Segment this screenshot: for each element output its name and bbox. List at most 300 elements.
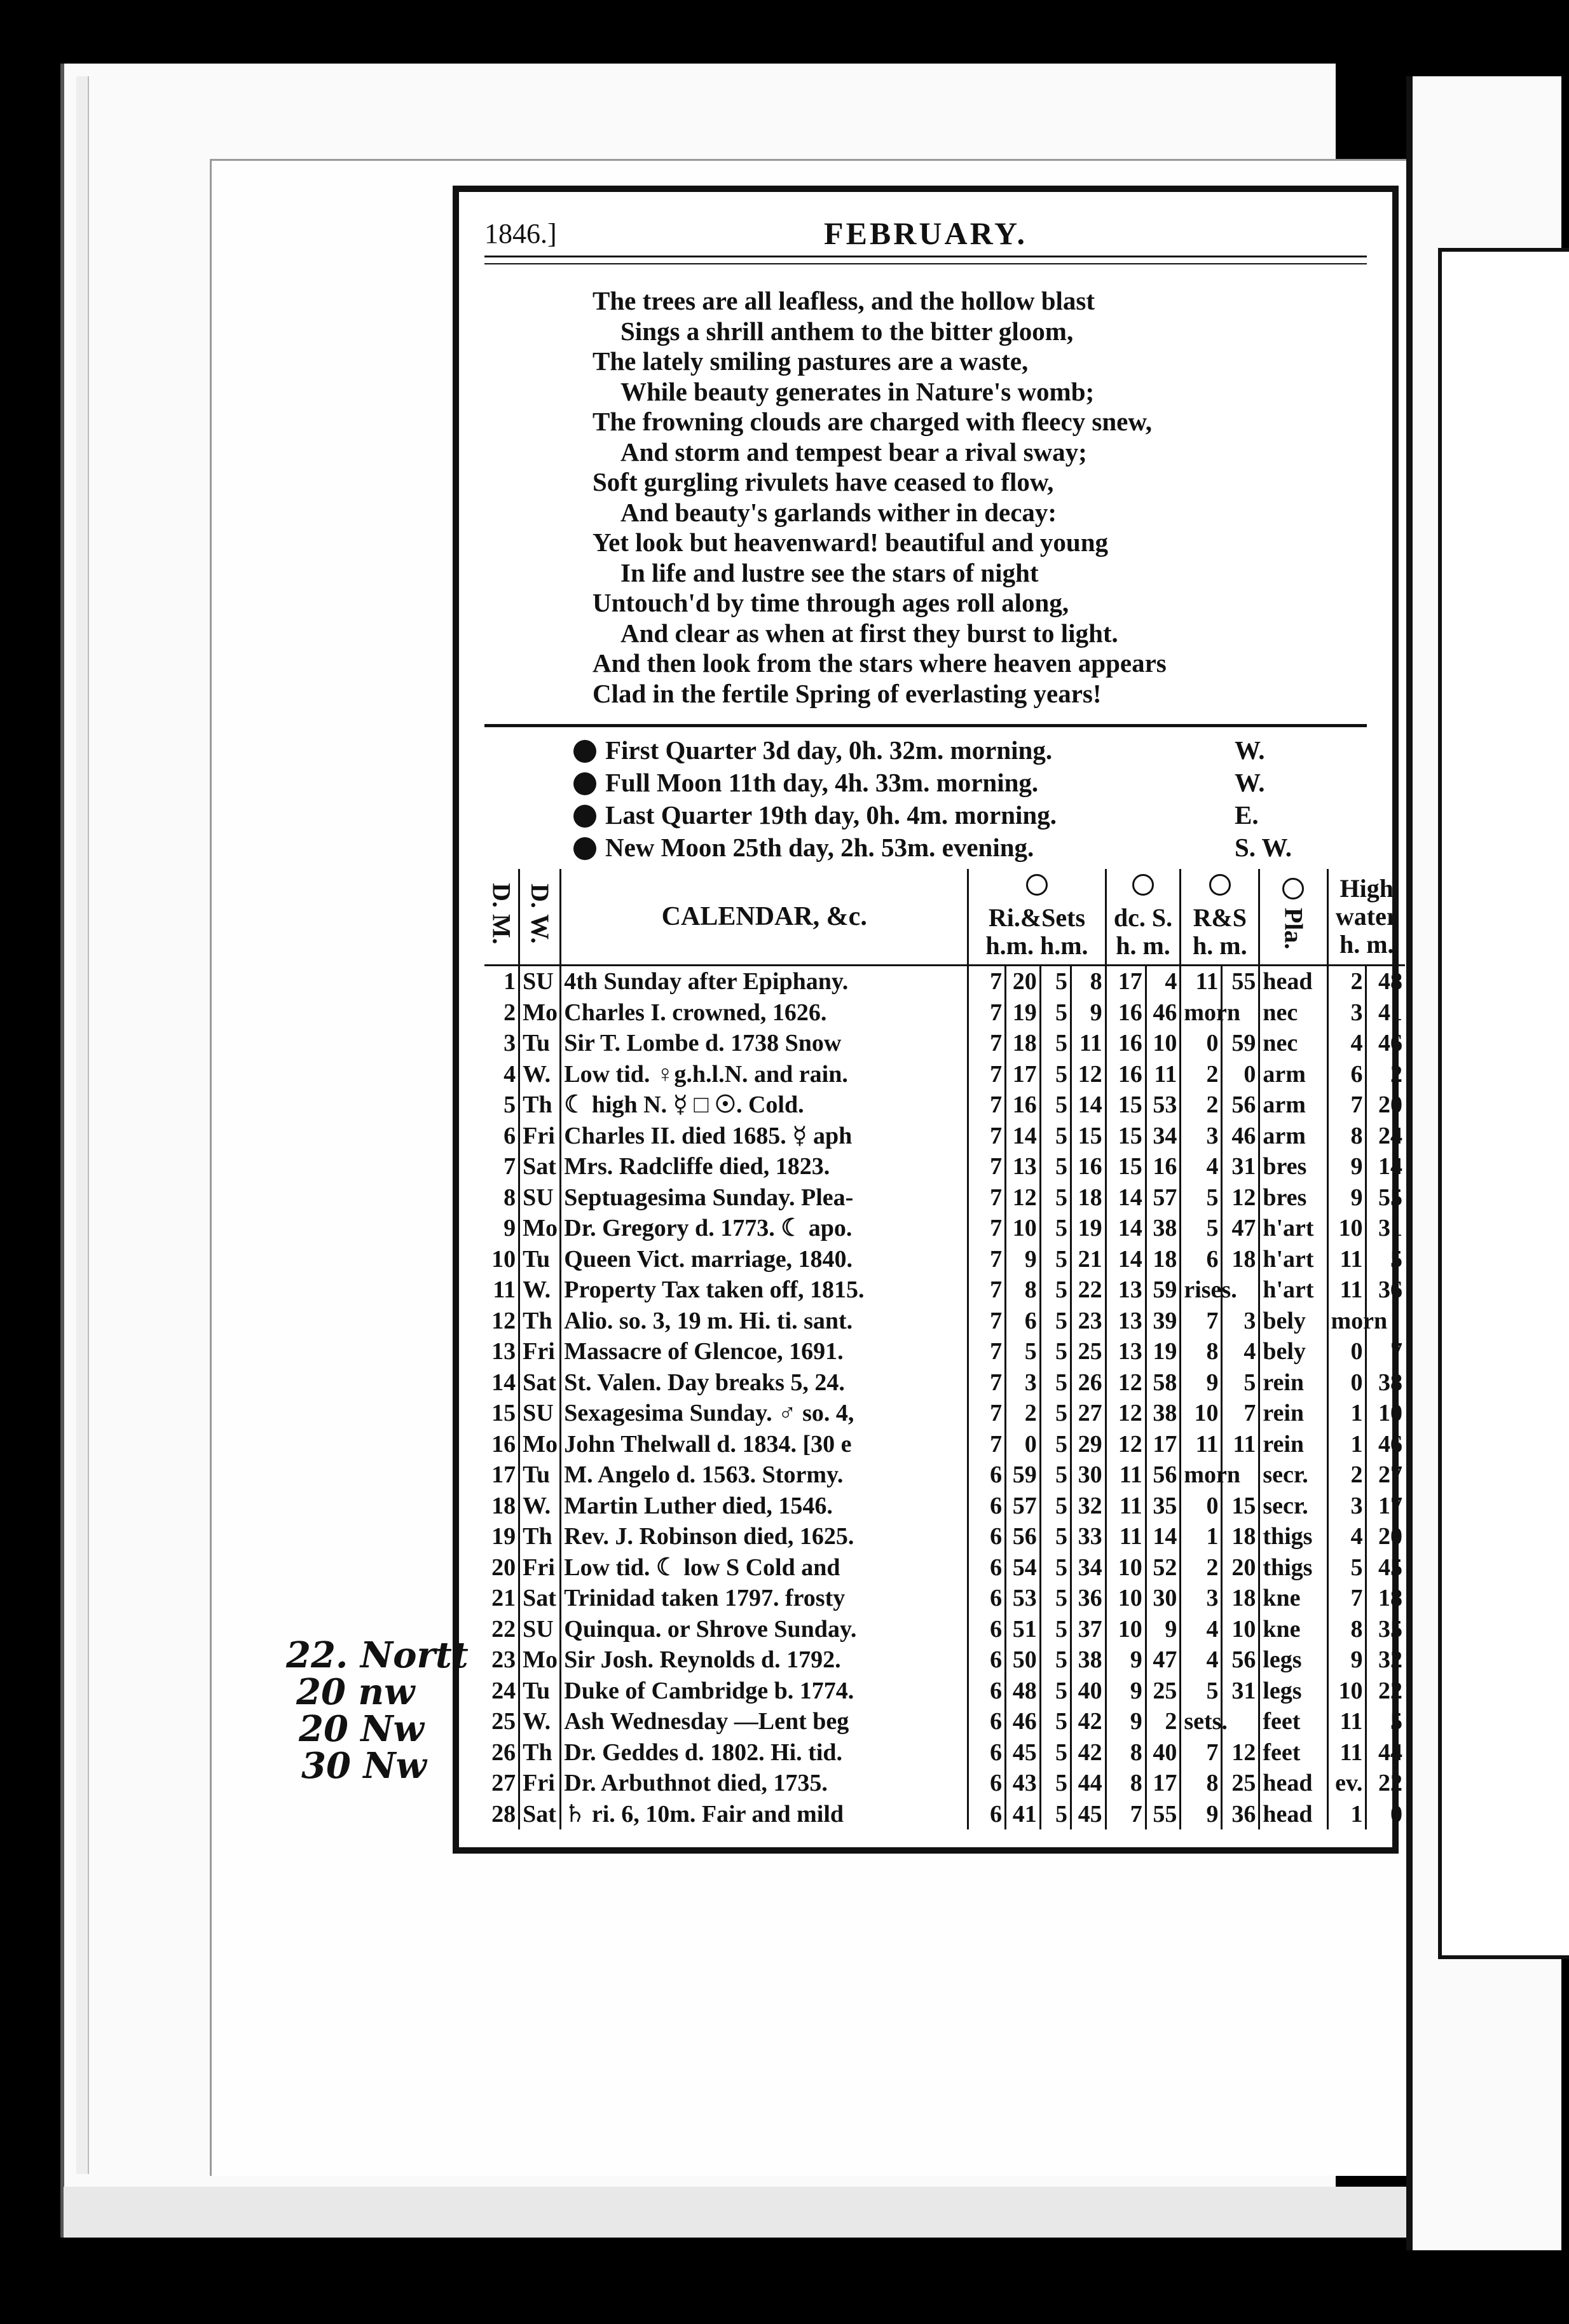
moon-south-minute: 16 <box>1146 1151 1181 1182</box>
sunrise-hour: 7 <box>968 1367 1006 1398</box>
calendar-entry: Ash Wednesday —Lent beg <box>561 1706 968 1737</box>
calendar-entry: M. Angelo d. 1563. Stormy. <box>561 1459 968 1491</box>
day-of-month: 1 <box>504 968 516 995</box>
moon-place: rein <box>1259 1398 1327 1429</box>
day-of-month: 25 <box>491 1708 516 1735</box>
day-of-month: 17 <box>491 1461 516 1488</box>
moon-place: h'art <box>1259 1244 1327 1275</box>
sunset-minute: 15 <box>1071 1121 1106 1152</box>
moon-place: bres <box>1259 1151 1327 1182</box>
moon-south-minute: 38 <box>1146 1213 1181 1244</box>
high-water-hour: 3 <box>1327 1491 1366 1522</box>
sunrise-minute: 51 <box>1006 1614 1041 1645</box>
day-of-month: 2 <box>504 999 516 1026</box>
day-of-week: Sat <box>519 1367 561 1398</box>
month-title: FEBRUARY. <box>824 215 1027 251</box>
moon-south-hour: 12 <box>1106 1367 1146 1398</box>
day-of-month: 10 <box>491 1245 516 1273</box>
moon-rise-set-hour: 2 <box>1181 1552 1222 1583</box>
table-row <box>484 1336 1405 1367</box>
sunset-hour: 5 <box>1040 1367 1071 1398</box>
table-row <box>484 1429 1405 1460</box>
sunrise-hour: 6 <box>968 1737 1006 1768</box>
sunrise-hour: 6 <box>968 1521 1006 1552</box>
sunrise-minute: 16 <box>1006 1090 1041 1121</box>
sunset-minute: 33 <box>1071 1521 1106 1552</box>
day-of-week: Th <box>519 1521 561 1552</box>
day-of-week: W. <box>519 1491 561 1522</box>
moon-south-hour: 11 <box>1106 1521 1146 1552</box>
moon-south-minute: 47 <box>1146 1644 1181 1676</box>
calendar-entry: ♄ ri. 6, 10m. Fair and mild <box>561 1799 968 1830</box>
moon-rise-set-minute: 59 <box>1222 1028 1259 1059</box>
sunset-hour: 5 <box>1040 1121 1071 1152</box>
day-of-month: 20 <box>491 1554 516 1581</box>
calendar-entry: Property Tax taken off, 1815. <box>561 1275 968 1306</box>
moon-place: legs <box>1259 1676 1327 1707</box>
moon-rise-set-hour: 7 <box>1181 1306 1222 1337</box>
sunrise-hour: 7 <box>968 1306 1006 1337</box>
day-of-month: 4 <box>504 1060 516 1088</box>
moon-south-minute: 34 <box>1146 1121 1181 1152</box>
day-of-week: W. <box>519 1706 561 1737</box>
day-of-month: 27 <box>491 1770 516 1796</box>
moon-rise-set-minute: 18 <box>1222 1583 1259 1614</box>
day-of-week: Fri <box>519 1121 561 1152</box>
sunrise-hour: 7 <box>968 1121 1006 1152</box>
col-moon-south: dc. S. h. m. <box>1106 869 1181 966</box>
moon-rise-set-hour: rises. <box>1181 1275 1222 1306</box>
moon-face-icon-2 <box>1209 874 1231 896</box>
moon-south-minute: 59 <box>1146 1275 1181 1306</box>
sunrise-hour: 6 <box>968 1676 1006 1707</box>
moon-south-minute: 17 <box>1146 1429 1181 1460</box>
moon-rise-set-minute: 15 <box>1222 1491 1259 1522</box>
sunrise-minute: 54 <box>1006 1552 1041 1583</box>
sunset-minute: 42 <box>1071 1706 1106 1737</box>
high-water-hour: 1 <box>1327 1799 1366 1830</box>
sunrise-minute: 59 <box>1006 1459 1041 1491</box>
high-water-minute: 46 <box>1366 1429 1405 1460</box>
day-of-month: 18 <box>491 1492 516 1519</box>
sunset-hour: 5 <box>1040 1644 1071 1676</box>
day-of-week: Mo <box>519 1644 561 1676</box>
moon-south-hour: 10 <box>1106 1552 1146 1583</box>
table-row <box>484 1244 1405 1275</box>
moon-south-minute: 55 <box>1146 1799 1181 1830</box>
table-row <box>484 1090 1405 1121</box>
sunset-minute: 32 <box>1071 1491 1106 1522</box>
moon-place: thigs <box>1259 1552 1327 1583</box>
day-of-week: Mo <box>519 1213 561 1244</box>
sunrise-minute: 14 <box>1006 1121 1041 1152</box>
high-water-minute: 48 <box>1366 966 1405 997</box>
sunrise-minute: 43 <box>1006 1768 1041 1799</box>
day-of-week: Th <box>519 1737 561 1768</box>
sunset-minute: 36 <box>1071 1583 1106 1614</box>
sunset-hour: 5 <box>1040 1398 1071 1429</box>
calendar-table <box>484 869 1405 1829</box>
poem-line: Yet look but heavenward! beautiful and young <box>593 528 1109 557</box>
table-row <box>484 1644 1405 1676</box>
day-of-month: 7 <box>504 1153 516 1180</box>
table-row <box>484 1676 1405 1707</box>
col-moon-rise-set: R&S h. m. <box>1181 869 1259 966</box>
day-of-month: 24 <box>491 1677 516 1704</box>
moon-south-hour: 12 <box>1106 1398 1146 1429</box>
sunset-minute: 30 <box>1071 1459 1106 1491</box>
calendar-entry: ☾ high N. ☿ □ ☉. Cold. <box>561 1090 968 1121</box>
sunrise-hour: 6 <box>968 1706 1006 1737</box>
table-row <box>484 1182 1405 1213</box>
moon-south-minute: 9 <box>1146 1614 1181 1645</box>
wind-direction: S. W. <box>1235 833 1292 862</box>
sunset-hour: 5 <box>1040 1799 1071 1830</box>
sunset-minute: 26 <box>1071 1367 1106 1398</box>
day-of-week: Tu <box>519 1459 561 1491</box>
sunset-minute: 21 <box>1071 1244 1106 1275</box>
moon-rise-set-hour: morn <box>1181 997 1222 1029</box>
high-water-hour: 3 <box>1327 997 1366 1029</box>
day-of-week: Sat <box>519 1583 561 1614</box>
table-row <box>484 997 1405 1029</box>
moon-rise-set-hour: 5 <box>1181 1676 1222 1707</box>
day-of-week: Sat <box>519 1151 561 1182</box>
moon-rise-set-minute: 4 <box>1222 1336 1259 1367</box>
sunset-minute: 42 <box>1071 1737 1106 1768</box>
day-of-month: 6 <box>504 1122 516 1149</box>
day-of-month: 21 <box>491 1585 516 1611</box>
moon-phase-text: Last Quarter 19th day, 0h. 4m. morning. <box>605 800 1057 830</box>
sunrise-hour: 6 <box>968 1459 1006 1491</box>
poem-line: Soft gurgling rivulets have ceased to flow, <box>593 467 1054 496</box>
sunset-minute: 11 <box>1071 1028 1106 1059</box>
day-of-week: Th <box>519 1306 561 1337</box>
moon-south-hour: 14 <box>1106 1182 1146 1213</box>
moon-rise-set-hour: 4 <box>1181 1614 1222 1645</box>
calendar-entry: Dr. Geddes d. 1802. Hi. tid. <box>561 1737 968 1768</box>
sunset-hour: 5 <box>1040 1552 1071 1583</box>
wind-direction: W. <box>1235 768 1265 797</box>
year-label: 1846.] <box>484 218 557 249</box>
sunrise-minute: 20 <box>1006 966 1041 997</box>
moon-south-hour: 12 <box>1106 1429 1146 1460</box>
moon-place: bely <box>1259 1306 1327 1337</box>
moon-rise-set-minute: 25 <box>1222 1768 1259 1799</box>
day-of-month: 9 <box>504 1215 516 1241</box>
table-row <box>484 1491 1405 1522</box>
moon-rise-set-hour: 1 <box>1181 1521 1222 1552</box>
table-row <box>484 966 1405 997</box>
calendar-entry: Duke of Cambridge b. 1774. <box>561 1676 968 1707</box>
sunset-minute: 8 <box>1071 966 1106 997</box>
moon-rise-set-hour: 9 <box>1181 1799 1222 1830</box>
moon-rise-set-minute: 36 <box>1222 1799 1259 1830</box>
moon-south-minute: 4 <box>1146 966 1181 997</box>
sunrise-minute: 10 <box>1006 1213 1041 1244</box>
sunrise-hour: 6 <box>968 1552 1006 1583</box>
moon-rise-set-minute: 56 <box>1222 1090 1259 1121</box>
high-water-hour: 11 <box>1327 1244 1366 1275</box>
moon-south-hour: 9 <box>1106 1644 1146 1676</box>
moon-rise-set-hour: 11 <box>1181 1429 1222 1460</box>
col-day-week: D. W. <box>519 869 561 966</box>
calendar-entry: Massacre of Glencoe, 1691. <box>561 1336 968 1367</box>
sunrise-hour: 7 <box>968 997 1006 1029</box>
poem-line: And clear as when at first they burst to light. <box>620 618 1118 648</box>
calendar-entry: Sexagesima Sunday. ♂ so. 4, <box>561 1398 968 1429</box>
almanac-page <box>453 186 1402 1854</box>
poem-line: Untouch'd by time through ages roll along, <box>593 588 1069 617</box>
high-water-hour: 5 <box>1327 1552 1366 1583</box>
sun-icon <box>1026 874 1048 896</box>
day-of-week: W. <box>519 1275 561 1306</box>
moon-place: rein <box>1259 1367 1327 1398</box>
calendar-entry: Charles I. crowned, 1626. <box>561 997 968 1029</box>
sunrise-hour: 6 <box>968 1644 1006 1676</box>
sunset-hour: 5 <box>1040 1491 1071 1522</box>
high-water-hour: 0 <box>1327 1367 1366 1398</box>
high-water-minute: 32 <box>1366 1644 1405 1676</box>
wind-direction: W. <box>1235 735 1265 765</box>
sunset-hour: 5 <box>1040 1059 1071 1090</box>
moon-place: arm <box>1259 1121 1327 1152</box>
calendar-entry: Queen Vict. marriage, 1840. <box>561 1244 968 1275</box>
moon-place: feet <box>1259 1706 1327 1737</box>
moon-rise-set-minute: 10 <box>1222 1614 1259 1645</box>
sunrise-hour: 7 <box>968 1059 1006 1090</box>
high-water-minute: 17 <box>1366 1491 1405 1522</box>
day-of-month: 22 <box>491 1615 516 1643</box>
sunrise-minute: 57 <box>1006 1491 1041 1522</box>
moon-place: h'art <box>1259 1213 1327 1244</box>
paper-edge <box>76 76 89 2174</box>
calendar-entry: Rev. J. Robinson died, 1625. <box>561 1521 968 1552</box>
high-water-minute: 20 <box>1366 1521 1405 1552</box>
moon-rise-set-hour: 5 <box>1181 1182 1222 1213</box>
high-water-minute: 44 <box>1366 1737 1405 1768</box>
high-water-minute: 38 <box>1366 1367 1405 1398</box>
new-moon-icon <box>573 837 596 860</box>
high-water-hour: 1 <box>1327 1398 1366 1429</box>
moon-south-hour: 10 <box>1106 1614 1146 1645</box>
handwritten-note: 22. Nortt <box>286 1634 469 1676</box>
high-water-hour: 1 <box>1327 1429 1366 1460</box>
sunset-hour: 5 <box>1040 1614 1071 1645</box>
moon-south-hour: 16 <box>1106 997 1146 1029</box>
sunset-hour: 5 <box>1040 1459 1071 1491</box>
moon-place: arm <box>1259 1059 1327 1090</box>
moon-phase-text: First Quarter 3d day, 0h. 32m. morning. <box>605 735 1053 765</box>
table-row <box>484 1398 1405 1429</box>
moon-phase-row <box>573 831 1292 864</box>
sunrise-minute: 12 <box>1006 1182 1041 1213</box>
calendar-entry: St. Valen. Day breaks 5, 24. <box>561 1367 968 1398</box>
table-row <box>484 1768 1405 1799</box>
moon-south-hour: 13 <box>1106 1336 1146 1367</box>
moon-rise-set-minute: 20 <box>1222 1552 1259 1583</box>
moon-south-minute: 11 <box>1146 1059 1181 1090</box>
moon-rise-set-hour: morn <box>1181 1459 1222 1491</box>
moon-south-minute: 35 <box>1146 1491 1181 1522</box>
moon-south-hour: 16 <box>1106 1059 1146 1090</box>
sunset-hour: 5 <box>1040 1521 1071 1552</box>
high-water-minute: 24 <box>1366 1121 1405 1152</box>
day-of-week: SU <box>519 1398 561 1429</box>
sunrise-minute: 46 <box>1006 1706 1041 1737</box>
day-of-month: 19 <box>491 1523 516 1550</box>
high-water-minute: 0 <box>1366 1799 1405 1830</box>
high-water-hour: 6 <box>1327 1059 1366 1090</box>
header-rule <box>484 263 1367 264</box>
moon-rise-set-minute: 46 <box>1222 1121 1259 1152</box>
sunrise-minute: 17 <box>1006 1059 1041 1090</box>
high-water-hour: 10 <box>1327 1213 1366 1244</box>
sunset-hour: 5 <box>1040 1706 1071 1737</box>
moon-rise-set-hour: 0 <box>1181 1028 1222 1059</box>
moon-face-icon <box>1132 874 1154 896</box>
moon-place: legs <box>1259 1644 1327 1676</box>
moon-south-minute: 38 <box>1146 1398 1181 1429</box>
high-water-minute: 45 <box>1366 1552 1405 1583</box>
sunrise-minute: 3 <box>1006 1367 1041 1398</box>
moon-place: bres <box>1259 1182 1327 1213</box>
moon-rise-set-minute: 55 <box>1222 966 1259 997</box>
phase-rule <box>484 724 1367 727</box>
poem-line: In life and lustre see the stars of night <box>620 557 1039 587</box>
poem-line: Sings a shrill anthem to the bitter gloom, <box>620 316 1074 346</box>
high-water-hour: 9 <box>1327 1182 1366 1213</box>
moon-rise-set-minute: 12 <box>1222 1182 1259 1213</box>
moon-south-hour: 9 <box>1106 1676 1146 1707</box>
moon-rise-set-hour: sets. <box>1181 1706 1222 1737</box>
moon-place: head <box>1259 1768 1327 1799</box>
poem-line: The lately smiling pastures are a waste, <box>593 346 1029 376</box>
moon-south-minute: 14 <box>1146 1521 1181 1552</box>
sunset-hour: 5 <box>1040 1583 1071 1614</box>
moon-rise-set-hour: 0 <box>1181 1491 1222 1522</box>
high-water-minute: 22 <box>1366 1768 1405 1799</box>
moon-rise-set-hour: 10 <box>1181 1398 1222 1429</box>
moon-south-hour: 13 <box>1106 1275 1146 1306</box>
day-of-month: 26 <box>491 1739 516 1766</box>
sunset-minute: 25 <box>1071 1336 1106 1367</box>
sunrise-minute: 13 <box>1006 1151 1041 1182</box>
calendar-entry: Low tid. ♀g.h.l.N. and rain. <box>561 1059 968 1090</box>
moon-phase-text: New Moon 25th day, 2h. 53m. evening. <box>605 833 1034 862</box>
moon-rise-set-minute: 12 <box>1222 1737 1259 1768</box>
moon-south-minute: 19 <box>1146 1336 1181 1367</box>
moon-place: rein <box>1259 1429 1327 1460</box>
moon-phase-row <box>573 734 1265 767</box>
poem-line: And then look from the stars where heaven appears <box>593 648 1167 678</box>
sunset-minute: 44 <box>1071 1768 1106 1799</box>
moon-south-minute: 58 <box>1146 1367 1181 1398</box>
high-water-minute: 5 <box>1366 1244 1405 1275</box>
high-water-hour: 8 <box>1327 1614 1366 1645</box>
first-quarter-moon-icon <box>573 740 596 763</box>
sunset-minute: 14 <box>1071 1090 1106 1121</box>
sunrise-hour: 7 <box>968 1028 1006 1059</box>
high-water-minute: 55 <box>1366 1182 1405 1213</box>
sunrise-hour: 6 <box>968 1768 1006 1799</box>
table-row <box>484 1028 1405 1059</box>
table-row <box>484 1552 1405 1583</box>
calendar-entry: Sir Josh. Reynolds d. 1792. <box>561 1644 968 1676</box>
moon-south-minute: 40 <box>1146 1737 1181 1768</box>
moon-rise-set-minute: 31 <box>1222 1151 1259 1182</box>
day-of-week: Th <box>519 1090 561 1121</box>
moon-south-hour: 11 <box>1106 1459 1146 1491</box>
day-of-week: Fri <box>519 1336 561 1367</box>
sunrise-hour: 7 <box>968 1213 1006 1244</box>
moon-south-hour: 8 <box>1106 1768 1146 1799</box>
moon-rise-set-hour: 9 <box>1181 1367 1222 1398</box>
day-of-week: Tu <box>519 1028 561 1059</box>
table-row <box>484 1799 1405 1830</box>
sunset-hour: 5 <box>1040 1244 1071 1275</box>
moon-south-hour: 15 <box>1106 1090 1146 1121</box>
table-row <box>484 1459 1405 1491</box>
sunrise-minute: 8 <box>1006 1275 1041 1306</box>
sunrise-hour: 6 <box>968 1614 1006 1645</box>
wind-direction: E. <box>1235 800 1259 830</box>
high-water-minute: 36 <box>1366 1275 1405 1306</box>
calendar-entry: Trinidad taken 1797. frosty <box>561 1583 968 1614</box>
sunset-hour: 5 <box>1040 1306 1071 1337</box>
moon-place: head <box>1259 1799 1327 1830</box>
moon-south-hour: 13 <box>1106 1306 1146 1337</box>
table-row <box>484 1706 1405 1737</box>
sunset-minute: 27 <box>1071 1398 1106 1429</box>
sunset-hour: 5 <box>1040 1213 1071 1244</box>
moon-rise-set-minute: 7 <box>1222 1398 1259 1429</box>
high-water-minute: 41 <box>1366 997 1405 1029</box>
moon-south-minute: 39 <box>1146 1306 1181 1337</box>
sunset-hour: 5 <box>1040 1275 1071 1306</box>
high-water-hour: 2 <box>1327 966 1366 997</box>
day-of-month: 14 <box>491 1369 516 1396</box>
calendar-entry: Septuagesima Sunday. Plea- <box>561 1182 968 1213</box>
sunrise-minute: 0 <box>1006 1429 1041 1460</box>
col-calendar: CALENDAR, &c. <box>561 869 968 966</box>
moon-phase-text: Full Moon 11th day, 4h. 33m. morning. <box>605 768 1039 797</box>
table-row <box>484 1121 1405 1152</box>
moon-south-hour: 8 <box>1106 1737 1146 1768</box>
moon-place: h'art <box>1259 1275 1327 1306</box>
moon-rise-set-hour: 3 <box>1181 1583 1222 1614</box>
high-water-minute: 14 <box>1366 1151 1405 1182</box>
table-row <box>484 1614 1405 1645</box>
high-water-minute: 20 <box>1366 1090 1405 1121</box>
calendar-entry: 4th Sunday after Epiphany. <box>561 966 968 997</box>
sunrise-minute: 5 <box>1006 1336 1041 1367</box>
high-water-hour: 8 <box>1327 1121 1366 1152</box>
moon-phases <box>573 734 1292 864</box>
moon-south-hour: 14 <box>1106 1213 1146 1244</box>
moon-rise-set-minute: 3 <box>1222 1306 1259 1337</box>
high-water-minute: 10 <box>1366 1398 1405 1429</box>
sunrise-minute: 6 <box>1006 1306 1041 1337</box>
high-water-hour: 2 <box>1327 1459 1366 1491</box>
moon-rise-set-hour: 2 <box>1181 1090 1222 1121</box>
moon-south-hour: 15 <box>1106 1121 1146 1152</box>
day-of-month: 15 <box>491 1400 516 1426</box>
sunrise-hour: 6 <box>968 1583 1006 1614</box>
sunrise-minute: 41 <box>1006 1799 1041 1830</box>
moon-south-hour: 7 <box>1106 1799 1146 1830</box>
day-of-week: Fri <box>519 1768 561 1799</box>
